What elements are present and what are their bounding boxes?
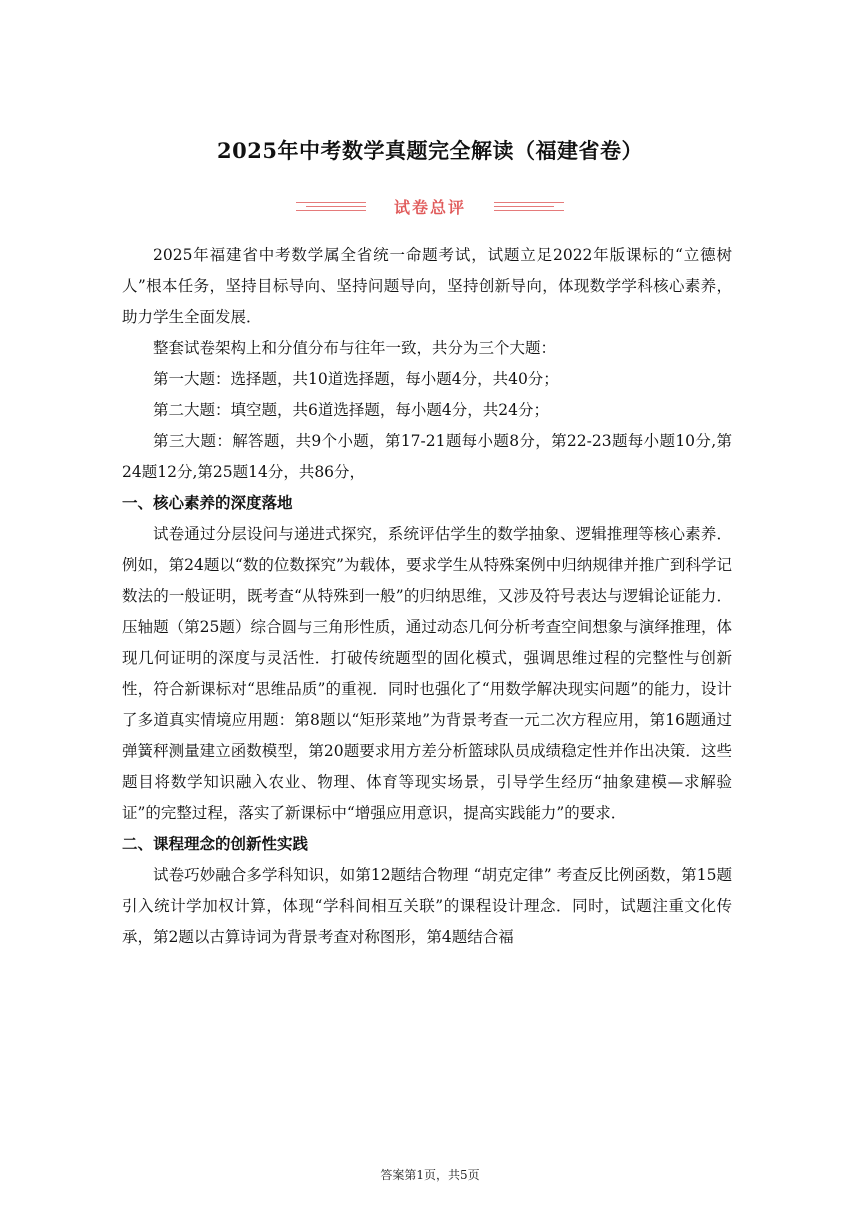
section-paragraph: 试卷巧妙融合多学科知识，如第12题结合物理 “胡克定律” 考查反比例函数，第15题引入统计学加权计算，体现“学科间相互关联”的课程设计理念．同时，试题注重文化传承，第2题以古算诗词为背景考查对称图形，第4题结合福 <box>122 866 732 946</box>
part-three-paragraph: 第三大题：解答题，共9个小题，第17-21题每小题8分，第22-23题每小题10分,第24题12分,第25题14分，共86分， <box>122 432 732 481</box>
section-heading: 一、核心素养的深度落地 <box>122 494 293 512</box>
section-paragraph: 试卷通过分层设问与递进式探究，系统评估学生的数学抽象、逻辑推理等核心素养．例如，第24题以“数的位数探究”为载体，要求学生从特殊案例中归纳规律并推广到科学记数法的一般证明，既考查“从特殊到一般”的归纳思维，又涉及符号表达与逻辑论证能力．压轴题（第25题）综合圆与三角形性质，通过动态几何分析考查空间想象与演绎推理，体现几何证明的深度与灵活性．打破传统题型的固化模式，强调思维过程的完整性与创新性，符合新课标对“思维品质”的重视．同时也强化了“用数学解决现实问题”的能力，设计了多道真实情境应用题：第8题以“矩形菜地”为背景考查一元二次方程应用，第16题通过弹簧秤测量建立函数模型，第20题要求用方差分析篮球队员成绩稳定性并作出决策．这些题目将数学知识融入农业、物理、体育等现实场景，引导学生经历“抽象建模—求解验证”的完整过程，落实了新课标中“增强应用意识，提高实践能力”的要求． <box>122 525 732 822</box>
part-two-paragraph: 第二大题：填空题，共6道选择题，每小题4分，共24分； <box>153 401 549 419</box>
document-title: 2025年中考数学真题完全解读（福建省卷） <box>217 138 643 163</box>
part-one-paragraph: 第一大题：选择题，共10道选择题，每小题4分，共40分； <box>153 370 559 388</box>
banner-title: 试卷总评 <box>393 197 466 217</box>
banner-decoration-right <box>494 202 564 211</box>
page-footer: 答案第1页，共5页 <box>380 1168 480 1182</box>
section-banner <box>0 193 860 219</box>
section-heading: 二、课程理念的创新性实践 <box>122 835 309 853</box>
intro-paragraph: 2025年福建省中考数学属全省统一命题考试，试题立足2022年版课标的“立德树人”根本任务，坚持目标导向、坚持问题导向，坚持创新导向，体现数学学科核心素养，助力学生全面发展． <box>122 246 732 326</box>
banner-decoration-left <box>296 202 366 211</box>
document-body <box>122 240 732 953</box>
structure-paragraph: 整套试卷架构上和分值分布与往年一致，共分为三个大题： <box>153 339 557 357</box>
